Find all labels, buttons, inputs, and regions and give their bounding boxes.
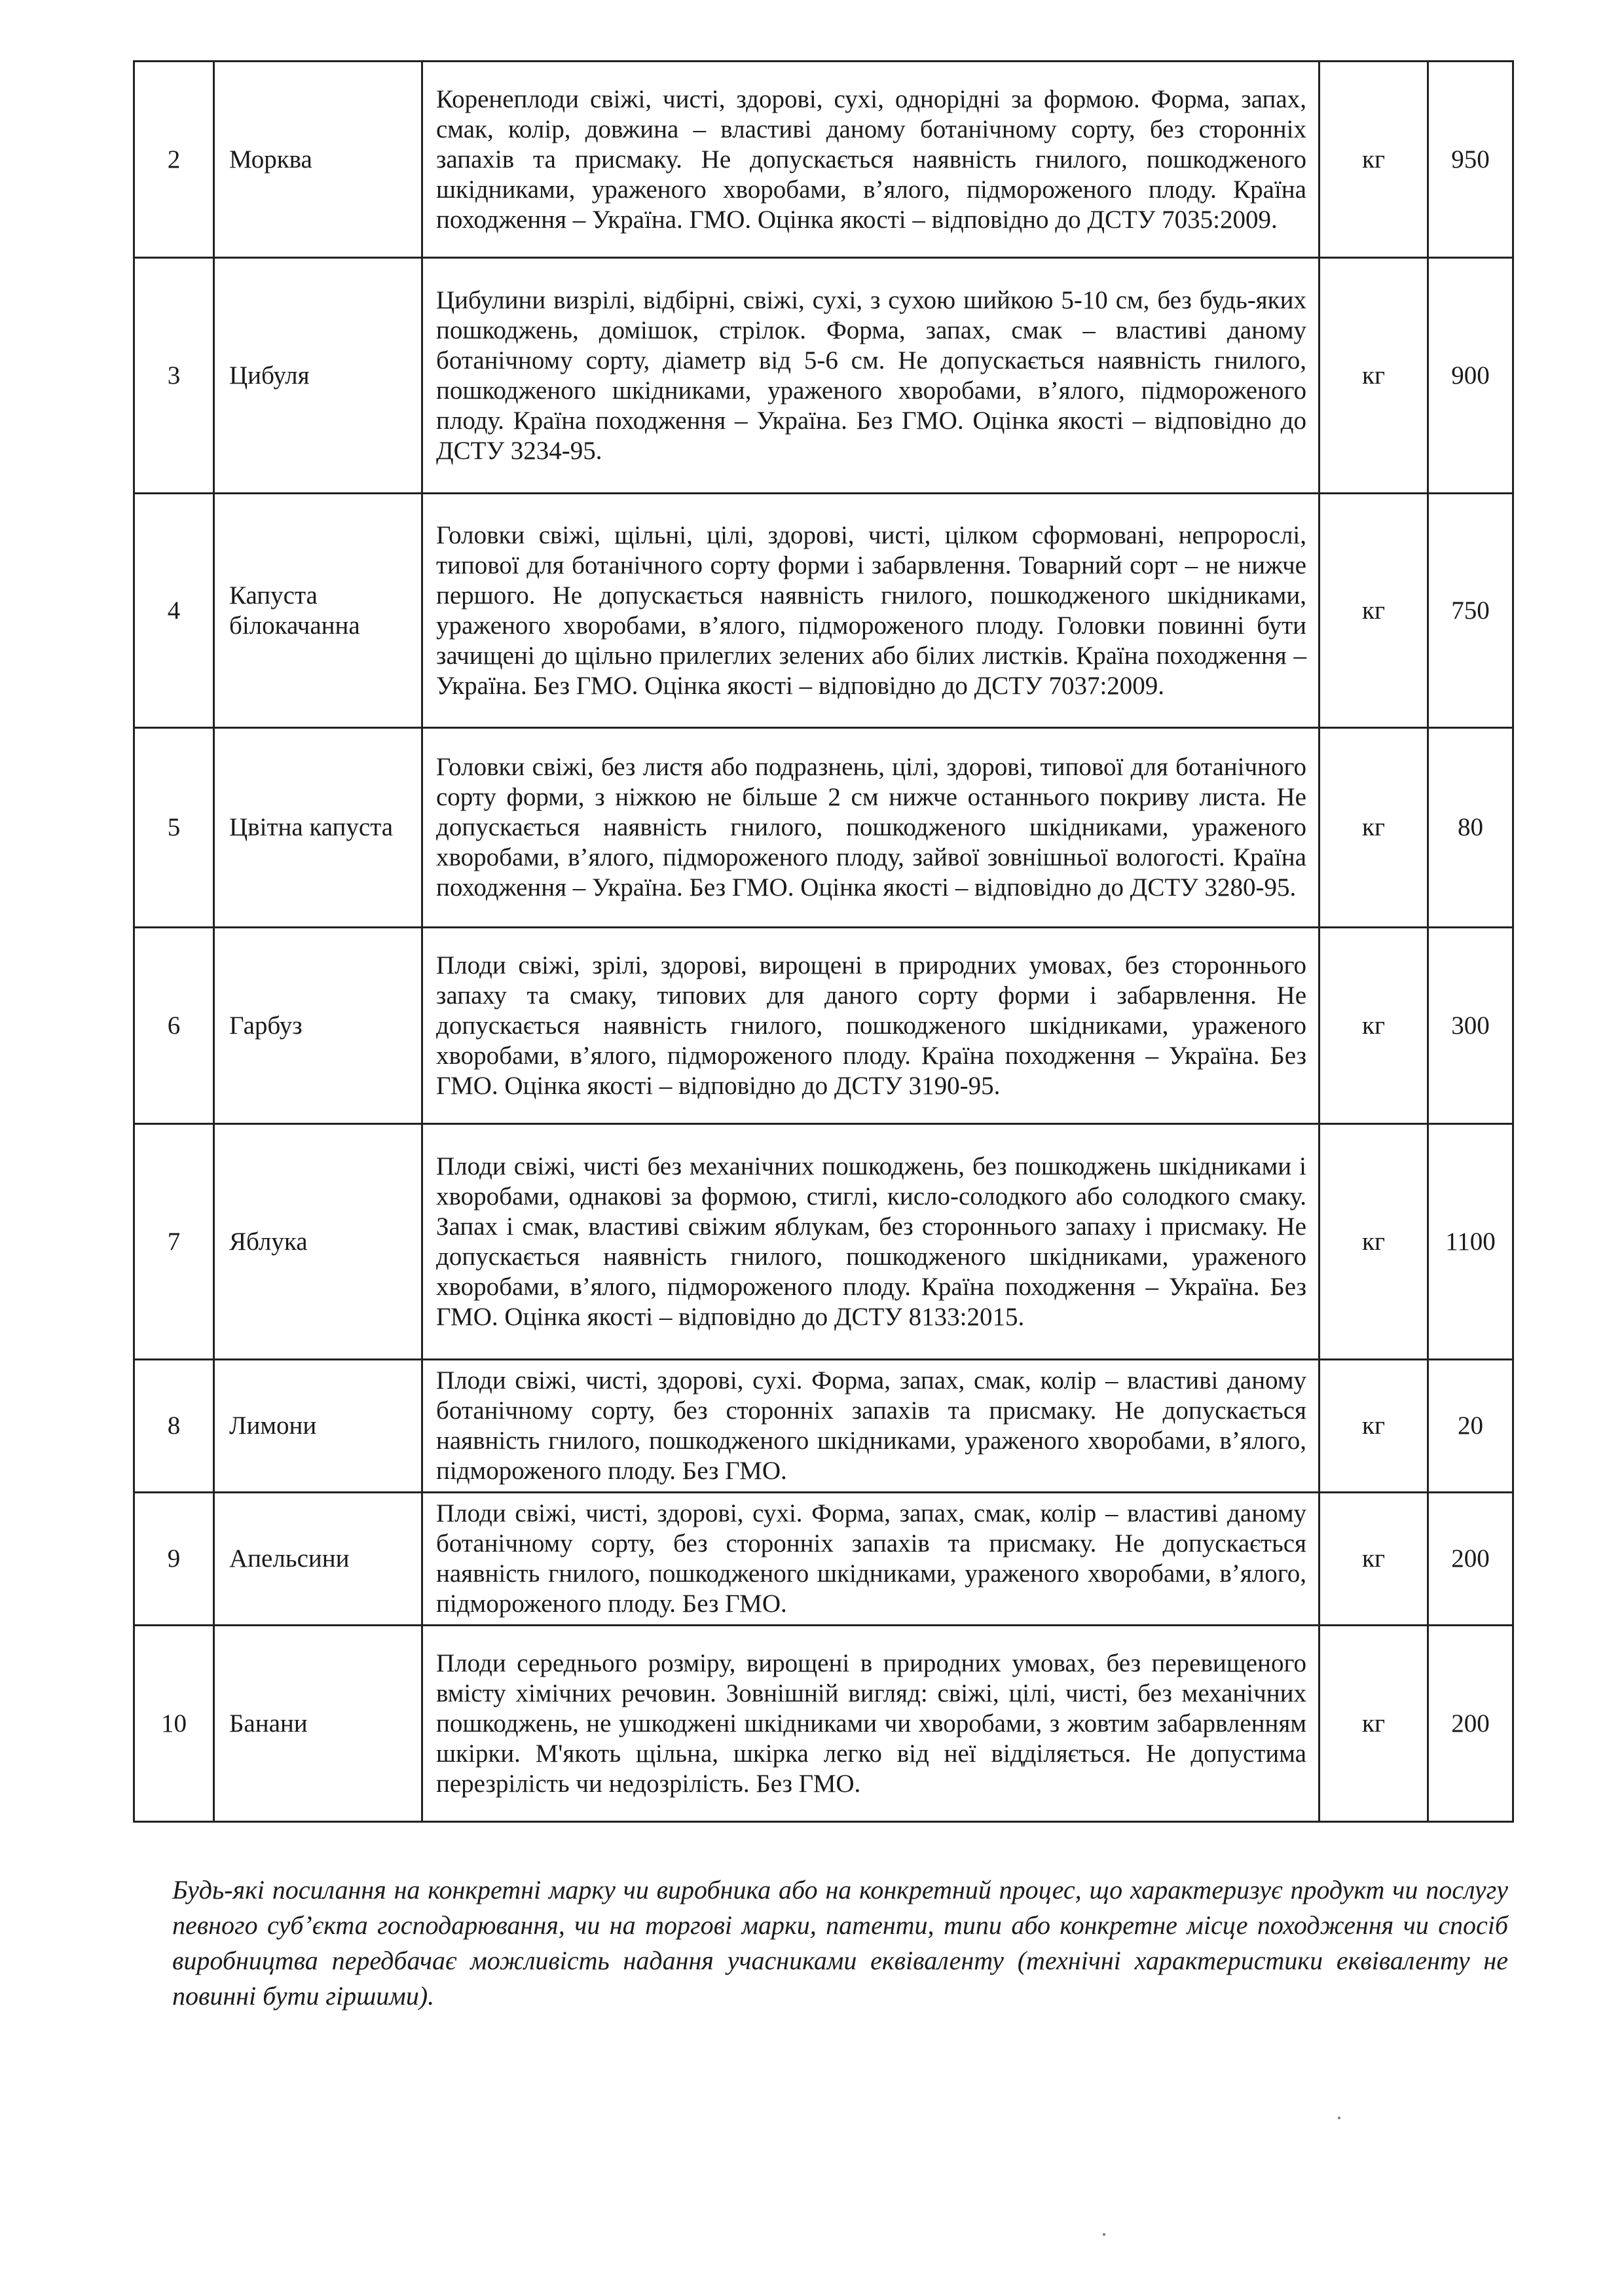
scan-speck	[1103, 2233, 1105, 2236]
product-name: Цибуля	[214, 258, 422, 494]
row-number: 6	[134, 928, 214, 1124]
product-description: Плоди свіжі, чисті без механічних пошкоджень, без пошкоджень шкідниками і хворобами, однакові за формою, стиглі, кисло-солодкого або солодкого смаку. Запах і смак, властиві свіжим яблукам, без стороннього запаху і присмаку. Не допускається наявність гнилого, пошкодженого шкідниками, ураженого хворобами, в’ялого, підмороженого плоду. Країна походження – Україна. Без ГМО. Оцінка якості – відповідно до ДСТУ 8133:2015.	[422, 1124, 1320, 1360]
table-row	[134, 1626, 1513, 1822]
quantity: 1100	[1428, 1124, 1513, 1360]
row-number: 5	[134, 728, 214, 928]
quantity: 200	[1428, 1626, 1513, 1822]
table-row	[134, 1124, 1513, 1360]
row-number: 2	[134, 62, 214, 258]
row-number: 3	[134, 258, 214, 494]
product-description: Коренеплоди свіжі, чисті, здорові, сухі, однорідні за формою. Форма, запах, смак, колір, довжина – властиві даному ботанічному сорту, без сторонніх запахів та присмаку. Не допускається наявність гнилого, пошкодженого шкідниками, ураженого хворобами, в’ялого, підмороженого плоду. Країна походження – Україна. ГМО. Оцінка якості – відповідно до ДСТУ 7035:2009.	[422, 62, 1320, 258]
product-name: Гарбуз	[214, 928, 422, 1124]
table-row	[134, 1360, 1513, 1493]
unit: кг	[1320, 62, 1428, 258]
unit: кг	[1320, 928, 1428, 1124]
row-number: 8	[134, 1360, 214, 1493]
product-name: Цвітна капуста	[214, 728, 422, 928]
table-row	[134, 258, 1513, 494]
table-row	[134, 494, 1513, 728]
product-description: Головки свіжі, щільні, цілі, здорові, чисті, цілком сформовані, непророслі, типової для ботанічного сорту форми і забарвлення. Товарний сорт – не нижче першого. Не допускається наявність гнилого, пошкодженого шкідниками, ураженого хворобами, в’ялого, підмороженого плоду. Головки повинні бути зачищені до щільно прилеглих зелених або білих листків. Країна походження – Україна. Без ГМО. Оцінка якості – відповідно до ДСТУ 7037:2009.	[422, 494, 1320, 728]
row-number: 4	[134, 494, 214, 728]
unit: кг	[1320, 494, 1428, 728]
equivalence-footnote: Будь-які посилання на конкретні марку чи виробника або на конкретний процес, що характеризує продукт чи послугу певного суб’єкта господарювання, чи на торгові марки, патенти, типи або конкретне місце походження чи спосіб виробництва передбачає можливість надання учасниками еквіваленту (технічні характеристики еквіваленту не повинні бути гіршими).	[172, 1875, 1508, 2011]
unit: кг	[1320, 728, 1428, 928]
quantity: 20	[1428, 1360, 1513, 1493]
unit: кг	[1320, 258, 1428, 494]
product-description: Головки свіжі, без листя або подразнень, цілі, здорові, типової для ботанічного сорту форми, з ніжкою не більше 2 см нижче останнього покриву листа. Не допускається наявність гнилого, пошкодженого шкідниками, ураженого хворобами, в’ялого, підмороженого плоду, зайвої зовнішньої вологості. Країна походження – Україна. Без ГМО. Оцінка якості – відповідно до ДСТУ 3280-95.	[422, 728, 1320, 928]
table-row	[134, 1493, 1513, 1626]
row-number: 9	[134, 1493, 214, 1626]
unit: кг	[1320, 1626, 1428, 1822]
quantity: 80	[1428, 728, 1513, 928]
product-description: Плоди свіжі, чисті, здорові, сухі. Форма, запах, смак, колір – властиві даному ботанічному сорту, без сторонніх запахів та присмаку. Не допускається наявність гнилого, пошкодженого шкідниками, ураженого хворобами, в’ялого, підмороженого плоду. Без ГМО.	[422, 1493, 1320, 1626]
product-description: Плоди свіжі, чисті, здорові, сухі. Форма, запах, смак, колір – властиві даному ботанічному сорту, без сторонніх запахів та присмаку. Не допускається наявність гнилого, пошкодженого шкідниками, ураженого хворобами, в’ялого, підмороженого плоду. Без ГМО.	[422, 1360, 1320, 1493]
product-spec-table	[133, 60, 1514, 1823]
row-number: 7	[134, 1124, 214, 1360]
table-row	[134, 728, 1513, 928]
unit: кг	[1320, 1124, 1428, 1360]
product-name: Яблука	[214, 1124, 422, 1360]
scan-speck	[1338, 2117, 1340, 2119]
product-name: Капуста білокачанна	[214, 494, 422, 728]
quantity: 950	[1428, 62, 1513, 258]
quantity: 750	[1428, 494, 1513, 728]
unit: кг	[1320, 1360, 1428, 1493]
unit: кг	[1320, 1493, 1428, 1626]
product-name: Морква	[214, 62, 422, 258]
quantity: 900	[1428, 258, 1513, 494]
product-description: Цибулини визрілі, відбірні, свіжі, сухі, з сухою шийкою 5-10 см, без будь-яких пошкоджень, домішок, стрілок. Форма, запах, смак – властиві даному ботанічному сорту, діаметр від 5-6 см. Не допускається наявність гнилого, пошкодженого шкідниками, ураженого хворобами, в’ялого, підмороженого плоду. Країна походження – Україна. Без ГМО. Оцінка якості – відповідно до ДСТУ 3234-95.	[422, 258, 1320, 494]
row-number: 10	[134, 1626, 214, 1822]
product-name: Апельсини	[214, 1493, 422, 1626]
product-description: Плоди середнього розміру, вирощені в природних умовах, без перевищеного вмісту хімічних речовин. Зовнішній вигляд: свіжі, цілі, чисті, без механічних пошкоджень, не ушкоджені шкідниками чи хворобами, з жовтим забарвленням шкірки. М'якоть щільна, шкірка легко від неї відділяється. Не допустима перезрілість чи недозрілість. Без ГМО.	[422, 1626, 1320, 1822]
quantity: 300	[1428, 928, 1513, 1124]
product-name: Банани	[214, 1626, 422, 1822]
product-name: Лимони	[214, 1360, 422, 1493]
product-description: Плоди свіжі, зрілі, здорові, вирощені в природних умовах, без стороннього запаху та смаку, типових для даного сорту форми і забарвлення. Не допускається наявність гнилого, пошкодженого шкідниками, ураженого хворобами, в’ялого, підмороженого плоду. Країна походження – Україна. Без ГМО. Оцінка якості – відповідно до ДСТУ 3190-95.	[422, 928, 1320, 1124]
table-row	[134, 62, 1513, 258]
table-row	[134, 928, 1513, 1124]
quantity: 200	[1428, 1493, 1513, 1626]
